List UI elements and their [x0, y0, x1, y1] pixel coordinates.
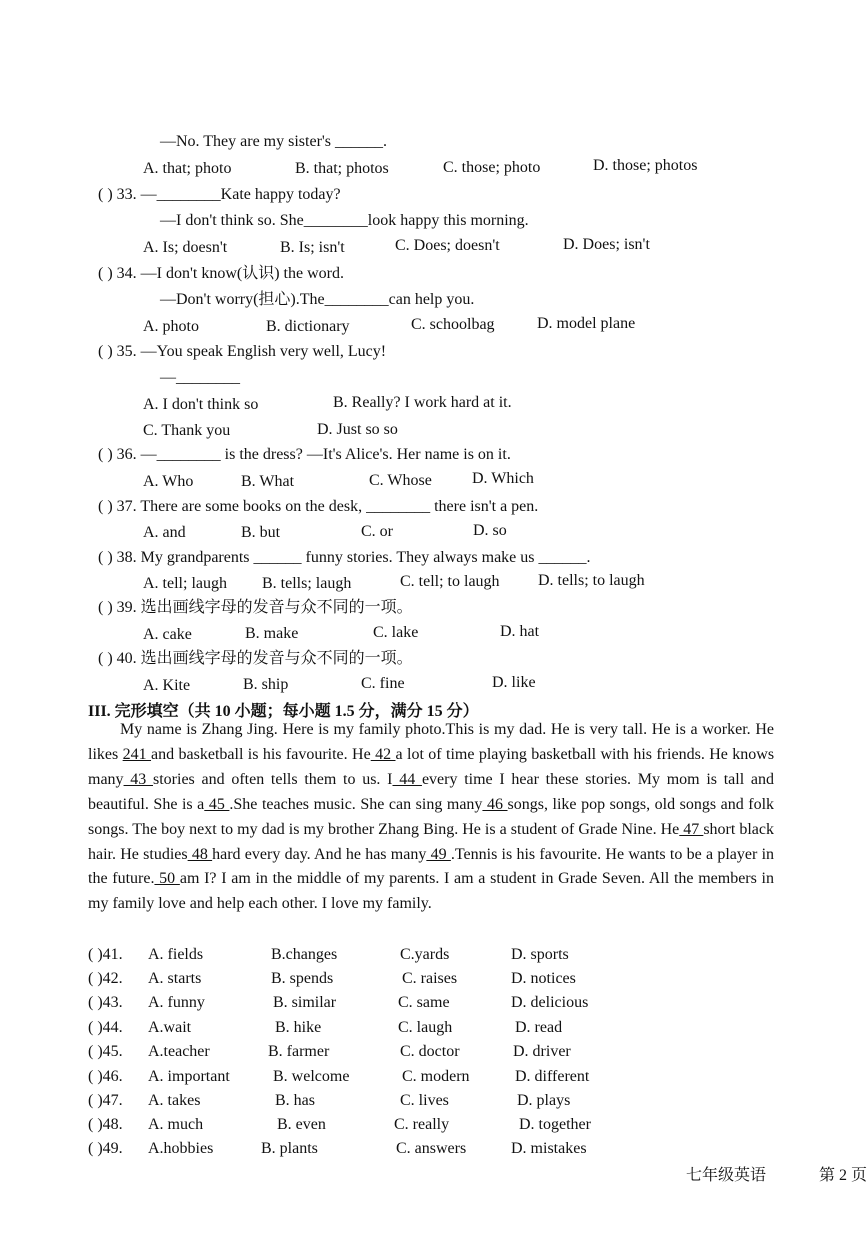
- q33-option-a[interactable]: A. Is; doesn't: [143, 239, 228, 256]
- q34-stem: ( ) 34. —I don't know(认识) the word.: [98, 265, 344, 282]
- q33-option-d[interactable]: D. Does; isn't: [563, 236, 650, 253]
- q33-stem: ( ) 33. —________Kate happy today?: [98, 186, 341, 203]
- question-number: ( )43.: [88, 994, 123, 1011]
- q35-option-b[interactable]: B. Really? I work hard at it.: [333, 394, 512, 411]
- q34-option-d[interactable]: D. model plane: [537, 315, 636, 332]
- footer-page-number: 第 2 页: [819, 1167, 867, 1184]
- option-b[interactable]: B.changes: [271, 946, 338, 963]
- q36-option-d[interactable]: D. Which: [472, 470, 534, 487]
- q34-option-a[interactable]: A. photo: [143, 318, 199, 335]
- q40-stem: ( ) 40. 选出画线字母的发音与众不同的一项。: [98, 650, 413, 667]
- q33-option-c[interactable]: C. Does; doesn't: [395, 237, 500, 254]
- blank-43: 43: [123, 770, 153, 788]
- q37-option-a[interactable]: A. and: [143, 524, 186, 541]
- option-b[interactable]: B. even: [277, 1116, 326, 1133]
- option-d[interactable]: D. different: [515, 1068, 590, 1085]
- option-a[interactable]: A.wait: [148, 1019, 192, 1036]
- blank-48: 48: [187, 845, 213, 863]
- cloze-passage: My name is Zhang Jing. Here is my family photo.This is my dad. He is very tall. He is a worker. He likes 241 and basketball is his favourite. He 42 a lot of time playing basketball with his friends. He knows many 43 stories and often tells them to us. I 44 every time I hear these stories. My mom is tall and beautiful. She is a 45 .She teaches music. She can sing many 46 songs, like pop songs, old songs and folk songs. The boy next to my dad is my brother Zhang Bing. He is a student of Grade Nine. He 47 short black hair. He studies 48 hard every day. And he has many 49 .Tennis is his favourite. He wants to be a player in the future. 50 am I? I am in the middle of my parents. I am a student in Grade Seven. All the members in my family love and help each other. I love my family.: [88, 721, 775, 913]
- option-a[interactable]: A. fields: [148, 946, 204, 963]
- option-c[interactable]: C. laugh: [398, 1019, 453, 1036]
- option-d[interactable]: D. together: [519, 1116, 591, 1133]
- q37-option-b[interactable]: B. but: [241, 524, 281, 541]
- option-c[interactable]: C. doctor: [400, 1043, 460, 1060]
- option-a[interactable]: A. starts: [148, 970, 202, 987]
- section-3-title: III. 完形填空（共 10 小题；每小题 1.5 分，满分 15 分）: [88, 703, 479, 720]
- q38-option-b[interactable]: B. tells; laugh: [262, 575, 352, 592]
- q39-option-a[interactable]: A. cake: [143, 626, 192, 643]
- blank-45: 45: [204, 795, 230, 813]
- q39-stem: ( ) 39. 选出画线字母的发音与众不同的一项。: [98, 599, 413, 616]
- option-c[interactable]: C. answers: [396, 1140, 467, 1157]
- option-a[interactable]: A.teacher: [148, 1043, 210, 1060]
- footer-subject: 七年级英语: [686, 1167, 767, 1184]
- q39-option-c[interactable]: C. lake: [373, 624, 419, 641]
- q32-option-b[interactable]: B. that; photos: [295, 160, 389, 177]
- blank-49: 49: [426, 845, 451, 863]
- q40-option-c[interactable]: C. fine: [361, 675, 405, 692]
- option-b[interactable]: B. plants: [261, 1140, 318, 1157]
- q35-line2: —________: [160, 369, 240, 386]
- q38-option-c[interactable]: C. tell; to laugh: [400, 573, 500, 590]
- q36-option-b[interactable]: B. What: [241, 473, 295, 490]
- question-number: ( )46.: [88, 1068, 123, 1085]
- option-b[interactable]: B. spends: [271, 970, 334, 987]
- q40-option-a[interactable]: A. Kite: [143, 677, 191, 694]
- option-c[interactable]: C. same: [398, 994, 450, 1011]
- option-b[interactable]: B. hike: [275, 1019, 322, 1036]
- question-number: ( )48.: [88, 1116, 123, 1133]
- q34-line2: —Don't worry(担心).The________can help you.: [160, 291, 475, 308]
- option-d[interactable]: D. read: [515, 1019, 563, 1036]
- q37-stem: ( ) 37. There are some books on the desk, ________ there isn't a pen.: [98, 498, 539, 515]
- q32-option-a[interactable]: A. that; photo: [143, 160, 232, 177]
- option-d[interactable]: D. driver: [513, 1043, 571, 1060]
- blank-42: 42: [370, 745, 396, 763]
- option-c[interactable]: C. modern: [402, 1068, 470, 1085]
- q38-option-a[interactable]: A. tell; laugh: [143, 575, 227, 592]
- q38-stem: ( ) 38. My grandparents ______ funny stories. They always make us ______.: [98, 549, 591, 566]
- question-number: ( )47.: [88, 1092, 123, 1109]
- blank-47: 47: [679, 820, 704, 838]
- q32-option-d[interactable]: D. those; photos: [593, 157, 698, 174]
- q32-line2: —No. They are my sister's ______.: [160, 133, 387, 150]
- q35-stem: ( ) 35. —You speak English very well, Lucy!: [98, 343, 387, 360]
- option-b[interactable]: B. farmer: [268, 1043, 330, 1060]
- question-number: ( )42.: [88, 970, 123, 987]
- option-d[interactable]: D. delicious: [511, 994, 589, 1011]
- q39-option-b[interactable]: B. make: [245, 625, 299, 642]
- option-b[interactable]: B. has: [275, 1092, 315, 1109]
- q40-option-b[interactable]: B. ship: [243, 676, 289, 693]
- blank-50: 50: [154, 870, 180, 888]
- question-number: ( )44.: [88, 1019, 123, 1036]
- q35-option-d[interactable]: D. Just so so: [317, 421, 398, 438]
- q36-option-c[interactable]: C. Whose: [369, 472, 432, 489]
- blank-46: 46: [482, 795, 508, 813]
- q34-option-c[interactable]: C. schoolbag: [411, 316, 495, 333]
- option-c[interactable]: C.yards: [400, 946, 450, 963]
- option-a[interactable]: A. important: [148, 1068, 230, 1085]
- q35-option-c[interactable]: C. Thank you: [143, 422, 231, 439]
- question-number: ( )41.: [88, 946, 123, 963]
- q38-option-d[interactable]: D. tells; to laugh: [538, 572, 645, 589]
- option-d[interactable]: D. sports: [511, 946, 569, 963]
- option-c[interactable]: C. raises: [402, 970, 458, 987]
- option-b[interactable]: B. welcome: [273, 1068, 350, 1085]
- question-number: ( )49.: [88, 1140, 123, 1157]
- q37-option-d[interactable]: D. so: [473, 522, 507, 539]
- option-d[interactable]: D. mistakes: [511, 1140, 587, 1157]
- option-d[interactable]: D. plays: [517, 1092, 571, 1109]
- q36-option-a[interactable]: A. Who: [143, 473, 194, 490]
- q32-option-c[interactable]: C. those; photo: [443, 159, 541, 176]
- option-a[interactable]: A. funny: [148, 994, 205, 1011]
- option-b[interactable]: B. similar: [273, 994, 337, 1011]
- q34-option-b[interactable]: B. dictionary: [266, 318, 350, 335]
- q33-line2: —I don't think so. She________look happy this morning.: [160, 212, 529, 229]
- q33-option-b[interactable]: B. Is; isn't: [280, 239, 345, 256]
- option-c[interactable]: C. lives: [400, 1092, 449, 1109]
- q36-stem: ( ) 36. —________ is the dress? —It's Alice's. Her name is on it.: [98, 446, 511, 463]
- q37-option-c[interactable]: C. or: [361, 523, 393, 540]
- option-a[interactable]: A. takes: [148, 1092, 201, 1109]
- q40-option-d[interactable]: D. like: [492, 674, 536, 691]
- option-d[interactable]: D. notices: [511, 970, 576, 987]
- q35-option-a[interactable]: A. I don't think so: [143, 396, 259, 413]
- question-number: ( )45.: [88, 1043, 123, 1060]
- option-a[interactable]: A.hobbies: [148, 1140, 214, 1157]
- q39-option-d[interactable]: D. hat: [500, 623, 540, 640]
- option-a[interactable]: A. much: [148, 1116, 204, 1133]
- option-c[interactable]: C. really: [394, 1116, 450, 1133]
- blank-41: 241: [122, 745, 152, 763]
- blank-44: 44: [392, 770, 422, 788]
